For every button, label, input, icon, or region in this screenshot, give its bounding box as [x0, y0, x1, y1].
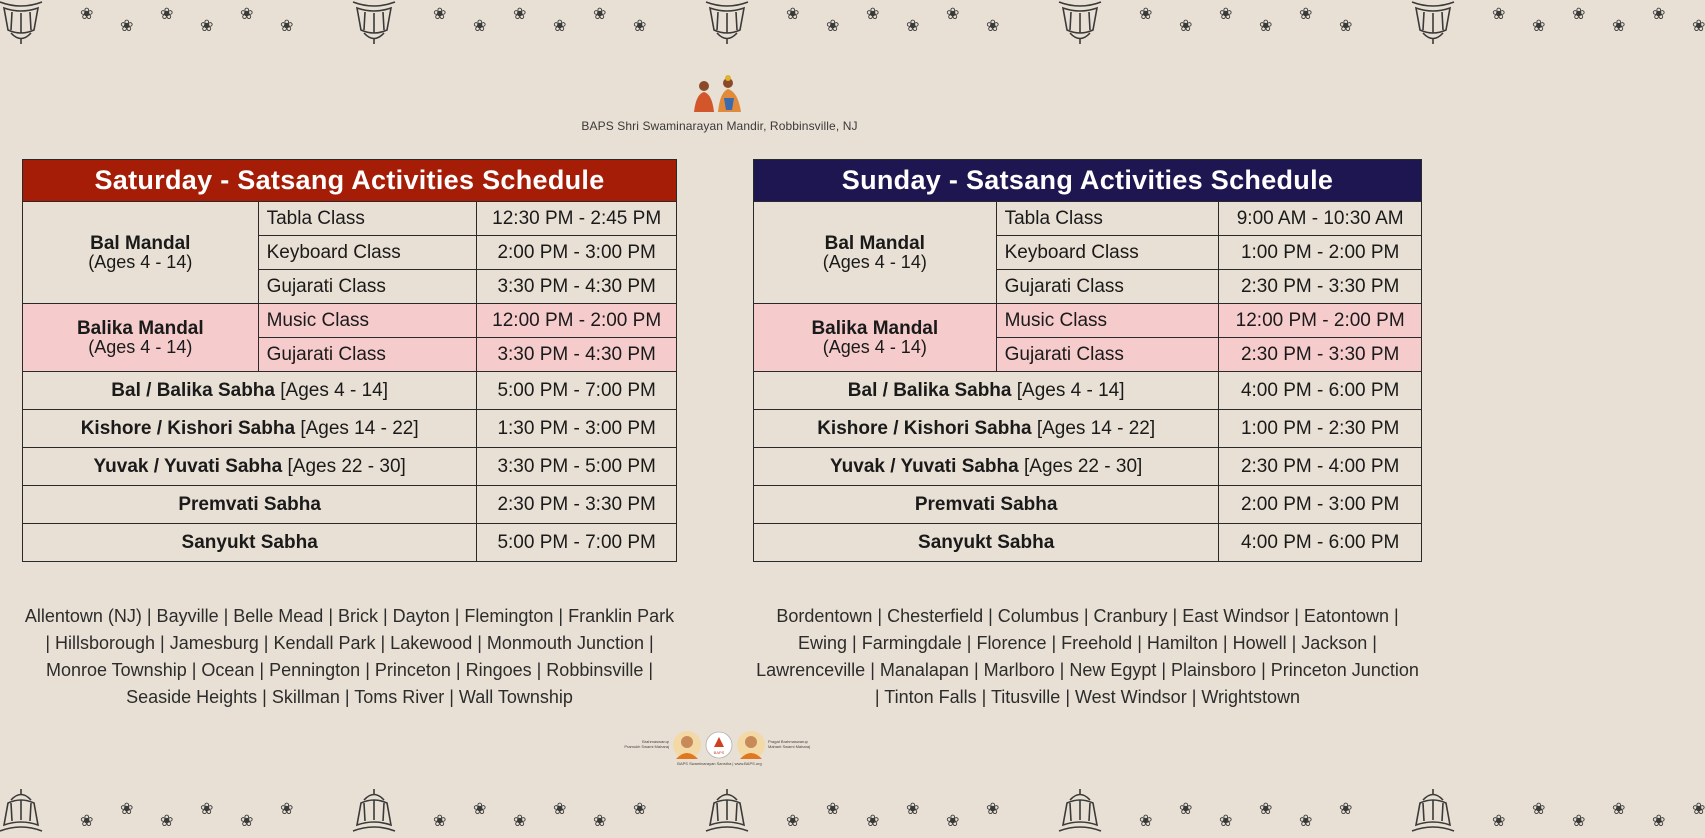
- sabha-ages: [Ages 22 - 30]: [287, 455, 406, 477]
- sunday-locations: Bordentown | Chesterfield | Columbus | Cranbury | East Windsor | Eatontown | Ewing | Farmingdale | Florence | Freehold | Hamilton | Howell | Jackson | Lawrenceville | Manalapan | Marlboro | New Egypt | Plainsboro | Princeton Junction | Tinton Falls | Titusville | West Windsor | Wrightstown: [756, 606, 1419, 707]
- class-time: 12:00 PM - 2:00 PM: [477, 304, 677, 338]
- sunday-title: Sunday - Satsang Activities Schedule: [754, 160, 1422, 202]
- class-name: Gujarati Class: [258, 338, 477, 372]
- floral-vine-icon: ❀: [1532, 18, 1546, 35]
- sabha-title: Yuvak / Yuvati Sabha: [830, 455, 1019, 477]
- class-name: Gujarati Class: [258, 270, 477, 304]
- floral-vine-icon: ❀: [1259, 18, 1273, 35]
- sabha-name: [23, 410, 477, 448]
- floral-vine-icon: ❀: [1572, 813, 1586, 830]
- sabha-name: [23, 486, 477, 524]
- sabha-time: 1:00 PM - 2:30 PM: [1219, 410, 1422, 448]
- class-time: 9:00 AM - 10:30 AM: [1219, 202, 1422, 236]
- left-caption-line: Brahmaswarup: [642, 739, 669, 744]
- floral-vine-icon: ❀: [1692, 18, 1705, 35]
- floral-vine-icon: ❀: [593, 6, 607, 23]
- class-time: 2:30 PM - 3:30 PM: [1219, 270, 1422, 304]
- lantern-ornament-icon: [347, 0, 401, 46]
- class-time: 3:30 PM - 4:30 PM: [477, 338, 677, 372]
- floral-vine-icon: ❀: [553, 801, 567, 818]
- sabha-time: 1:30 PM - 3:00 PM: [477, 410, 677, 448]
- floral-vine-icon: ❀: [1339, 801, 1353, 818]
- sabha-time: 2:30 PM - 3:30 PM: [477, 486, 677, 524]
- floral-vine-icon: ❀: [826, 801, 840, 818]
- sabha-title: Yuvak / Yuvati Sabha: [93, 455, 283, 477]
- class-time: 2:30 PM - 3:30 PM: [1219, 338, 1422, 372]
- floral-vine-icon: ❀: [633, 18, 647, 35]
- left-caption: [617, 739, 669, 749]
- floral-vine-icon: ❀: [513, 6, 527, 23]
- sabha-ages: [Ages 14 - 22]: [300, 417, 419, 439]
- group-name: Balika Mandal: [76, 317, 204, 339]
- floral-vine-icon: ❀: [1139, 813, 1153, 830]
- sabha-title: Premvati Sabha: [914, 493, 1058, 515]
- lantern-ornament-icon: [1053, 0, 1107, 46]
- floral-vine-icon: ❀: [866, 813, 880, 830]
- floral-vine-icon: ❀: [1492, 6, 1506, 23]
- floral-vine-icon: ❀: [906, 801, 920, 818]
- guru-portrait-right-icon: [737, 731, 765, 759]
- floral-vine-icon: ❀: [433, 6, 447, 23]
- floral-vine-icon: ❀: [80, 813, 94, 830]
- floral-vine-icon: ❀: [1652, 6, 1666, 23]
- sabha-name: [754, 486, 1219, 524]
- sabha-ages: [Ages 14 - 22]: [1036, 417, 1156, 439]
- sabha-name: [754, 524, 1219, 562]
- floral-vine-icon: ❀: [1572, 6, 1586, 23]
- floral-vine-icon: ❀: [473, 18, 487, 35]
- floral-vine-icon: ❀: [866, 6, 880, 23]
- saturday-schedule-table: [22, 159, 677, 562]
- right-caption-line: Mahant Swami Maharaj: [768, 744, 811, 749]
- sabha-name: [754, 410, 1219, 448]
- floral-vine-icon: ❀: [946, 813, 960, 830]
- floral-vine-icon: ❀: [1692, 801, 1705, 818]
- floral-vine-icon: ❀: [906, 18, 920, 35]
- floral-vine-icon: ❀: [433, 813, 447, 830]
- right-caption: [768, 739, 822, 749]
- floral-vine-icon: ❀: [80, 6, 94, 23]
- group-ages: (Ages 4 - 14): [88, 251, 193, 272]
- footer-gurus: [617, 729, 822, 769]
- saturday-title: Saturday - Satsang Activities Schedule: [23, 160, 677, 202]
- class-name: Gujarati Class: [996, 338, 1219, 372]
- floral-vine-icon: ❀: [120, 801, 134, 818]
- left-caption-line: Pramukh Swami Maharaj: [624, 744, 669, 749]
- floral-vine-icon: ❀: [280, 18, 294, 35]
- class-time: 2:00 PM - 3:00 PM: [477, 236, 677, 270]
- class-time: 1:00 PM - 2:00 PM: [1219, 236, 1422, 270]
- class-name: Tabla Class: [258, 202, 477, 236]
- floral-vine-icon: ❀: [160, 6, 174, 23]
- guru-portrait-left-icon: [673, 731, 701, 759]
- sunday-schedule-table: [753, 159, 1422, 562]
- sabha-time: 5:00 PM - 7:00 PM: [477, 524, 677, 562]
- bal-balika-illustration-icon: [686, 74, 748, 114]
- floral-vine-icon: ❀: [1492, 813, 1506, 830]
- group-ages: (Ages 4 - 14): [822, 251, 927, 272]
- floral-vine-icon: ❀: [1259, 801, 1273, 818]
- group-name: Bal Mandal: [90, 232, 191, 254]
- sabha-title: Sanyukt Sabha: [918, 531, 1055, 553]
- sabha-name: [754, 372, 1219, 410]
- class-name: Gujarati Class: [996, 270, 1219, 304]
- floral-vine-icon: ❀: [633, 801, 647, 818]
- floral-vine-icon: ❀: [280, 801, 294, 818]
- floral-vine-icon: ❀: [553, 18, 567, 35]
- floral-vine-icon: ❀: [240, 813, 254, 830]
- bal-mandal-group: [754, 202, 997, 304]
- class-time: 12:30 PM - 2:45 PM: [477, 202, 677, 236]
- decorative-top-border: [0, 0, 1705, 48]
- sabha-time: 2:00 PM - 3:00 PM: [1219, 486, 1422, 524]
- sabha-name: [754, 448, 1219, 486]
- floral-vine-icon: ❀: [120, 18, 134, 35]
- mandir-name: BAPS Shri Swaminarayan Mandir, Robbinsville, NJ: [581, 119, 858, 133]
- sabha-name: [23, 448, 477, 486]
- floral-vine-icon: ❀: [1179, 801, 1193, 818]
- lantern-ornament-icon: [347, 787, 401, 833]
- group-ages: (Ages 4 - 14): [822, 336, 927, 357]
- sabha-title: Bal / Balika Sabha: [847, 379, 1012, 401]
- sabha-time: 2:30 PM - 4:00 PM: [1219, 448, 1422, 486]
- footer-caption: BAPS Swaminarayan Sanstha | www.BAPS.org: [677, 761, 762, 766]
- baps-logo-text: BAPS: [713, 750, 725, 755]
- lantern-ornament-icon: [0, 787, 48, 833]
- floral-vine-icon: ❀: [786, 6, 800, 23]
- balika-mandal-group: [23, 304, 259, 372]
- sabha-name: [23, 372, 477, 410]
- sabha-title: Bal / Balika Sabha: [111, 379, 275, 401]
- class-time: 12:00 PM - 2:00 PM: [1219, 304, 1422, 338]
- class-name: Music Class: [258, 304, 477, 338]
- sabha-title: Kishore / Kishori Sabha: [817, 417, 1032, 439]
- lantern-ornament-icon: [700, 0, 754, 46]
- sabha-time: 3:30 PM - 5:00 PM: [477, 448, 677, 486]
- floral-vine-icon: ❀: [826, 18, 840, 35]
- class-time: 3:30 PM - 4:30 PM: [477, 270, 677, 304]
- floral-vine-icon: ❀: [1652, 813, 1666, 830]
- floral-vine-icon: ❀: [1219, 6, 1233, 23]
- saturday-locations: Allentown (NJ) | Bayville | Belle Mead | Brick | Dayton | Flemington | Franklin Park | Hillsborough | Jamesburg | Kendall Park | Lakewood | Monmouth Junction | Monroe Township | Ocean | Pennington | Princeton | Ringoes | Robbinsville | Seaside Heights | Skillman | Toms River | Wall Township: [24, 606, 675, 707]
- lantern-ornament-icon: [1406, 0, 1460, 46]
- lantern-ornament-icon: [1406, 787, 1460, 833]
- sabha-ages: [Ages 22 - 30]: [1024, 455, 1143, 477]
- floral-vine-icon: ❀: [986, 18, 1000, 35]
- floral-vine-icon: ❀: [786, 813, 800, 830]
- floral-vine-icon: ❀: [593, 813, 607, 830]
- sabha-name: [23, 524, 477, 562]
- sabha-ages: [Ages 4 - 14]: [280, 379, 388, 401]
- sabha-time: 5:00 PM - 7:00 PM: [477, 372, 677, 410]
- group-ages: (Ages 4 - 14): [88, 336, 193, 357]
- bal-mandal-group: [23, 202, 259, 304]
- floral-vine-icon: ❀: [1299, 6, 1313, 23]
- lantern-ornament-icon: [700, 787, 754, 833]
- sabha-time: 4:00 PM - 6:00 PM: [1219, 372, 1422, 410]
- class-name: Keyboard Class: [996, 236, 1219, 270]
- class-name: Keyboard Class: [258, 236, 477, 270]
- sabha-ages: [Ages 4 - 14]: [1016, 379, 1125, 401]
- floral-vine-icon: ❀: [240, 6, 254, 23]
- floral-vine-icon: ❀: [200, 801, 214, 818]
- decorative-bottom-border: [0, 785, 1705, 833]
- class-name: Tabla Class: [996, 202, 1219, 236]
- lantern-ornament-icon: [0, 0, 48, 46]
- floral-vine-icon: ❀: [1179, 18, 1193, 35]
- group-name: Bal Mandal: [824, 232, 925, 254]
- floral-vine-icon: ❀: [1219, 813, 1233, 830]
- floral-vine-icon: ❀: [1612, 18, 1626, 35]
- right-caption-line: Pragat Brahmaswarup: [768, 739, 808, 744]
- baps-logo-icon: [705, 731, 733, 759]
- floral-vine-icon: ❀: [1612, 801, 1626, 818]
- floral-vine-icon: ❀: [513, 813, 527, 830]
- floral-vine-icon: ❀: [1139, 6, 1153, 23]
- floral-vine-icon: ❀: [1339, 18, 1353, 35]
- sabha-title: Kishore / Kishori Sabha: [80, 417, 296, 439]
- sabha-title: Sanyukt Sabha: [181, 531, 318, 553]
- floral-vine-icon: ❀: [473, 801, 487, 818]
- floral-vine-icon: ❀: [1299, 813, 1313, 830]
- floral-vine-icon: ❀: [946, 6, 960, 23]
- sabha-time: 4:00 PM - 6:00 PM: [1219, 524, 1422, 562]
- class-name: Music Class: [996, 304, 1219, 338]
- floral-vine-icon: ❀: [200, 18, 214, 35]
- floral-vine-icon: ❀: [1532, 801, 1546, 818]
- floral-vine-icon: ❀: [160, 813, 174, 830]
- group-name: Balika Mandal: [811, 317, 939, 339]
- floral-vine-icon: ❀: [986, 801, 1000, 818]
- sabha-title: Premvati Sabha: [178, 493, 321, 515]
- lantern-ornament-icon: [1053, 787, 1107, 833]
- balika-mandal-group: [754, 304, 997, 372]
